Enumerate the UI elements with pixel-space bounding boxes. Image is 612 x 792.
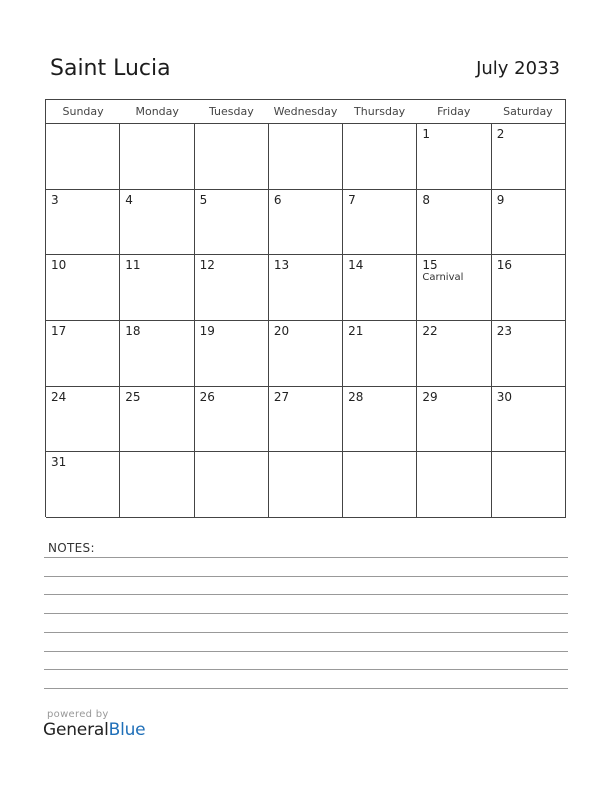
day-number: 9 bbox=[496, 192, 505, 207]
day-cell[interactable] bbox=[492, 452, 566, 517]
day-cell[interactable] bbox=[195, 190, 269, 255]
day-number: 26 bbox=[199, 389, 215, 404]
weekday-label: Monday bbox=[135, 105, 179, 118]
day-cell[interactable] bbox=[120, 124, 194, 189]
day-cell[interactable] bbox=[417, 124, 491, 189]
day-number: 14 bbox=[348, 258, 364, 273]
notes-line bbox=[44, 557, 568, 558]
holiday-label: Carnival bbox=[422, 272, 464, 284]
day-cell[interactable] bbox=[269, 255, 343, 320]
day-number: 7 bbox=[348, 192, 356, 207]
day-cell[interactable] bbox=[343, 452, 417, 517]
notes-line bbox=[44, 632, 568, 633]
day-cell[interactable] bbox=[343, 321, 417, 386]
powered-by-text: powered by bbox=[47, 709, 109, 720]
day-cell[interactable] bbox=[417, 387, 491, 452]
day-cell[interactable] bbox=[269, 452, 343, 517]
day-cell[interactable] bbox=[417, 190, 491, 255]
notes-line bbox=[44, 669, 568, 670]
day-number: 3 bbox=[51, 192, 59, 207]
day-number: 4 bbox=[125, 192, 133, 207]
week-row bbox=[46, 387, 566, 453]
day-cell[interactable] bbox=[492, 321, 566, 386]
day-number: 21 bbox=[348, 323, 364, 338]
day-number: 28 bbox=[348, 389, 364, 404]
month-year: July 2033 bbox=[476, 58, 560, 79]
day-number: 29 bbox=[422, 389, 438, 404]
notes-label: NOTES: bbox=[48, 541, 95, 555]
notes-line bbox=[44, 594, 568, 595]
weeks-container bbox=[46, 124, 566, 518]
day-number: 16 bbox=[496, 258, 512, 273]
day-number: 13 bbox=[273, 258, 290, 273]
day-cell[interactable] bbox=[343, 387, 417, 452]
brand-logo[interactable] bbox=[43, 720, 145, 740]
day-number: 18 bbox=[125, 323, 141, 338]
week-row bbox=[46, 124, 566, 190]
day-cell[interactable] bbox=[46, 387, 120, 452]
notes-line bbox=[44, 651, 568, 652]
day-number: 25 bbox=[125, 389, 141, 404]
day-cell[interactable] bbox=[46, 452, 120, 517]
day-cell[interactable] bbox=[417, 321, 491, 386]
calendar-grid bbox=[45, 99, 566, 517]
day-cell[interactable] bbox=[492, 255, 566, 320]
notes-line bbox=[44, 576, 568, 577]
day-number: 24 bbox=[51, 389, 67, 404]
weekday-label: Sunday bbox=[62, 105, 104, 118]
day-cell[interactable] bbox=[195, 452, 269, 517]
day-number: 15 bbox=[422, 258, 438, 273]
day-cell[interactable] bbox=[120, 452, 194, 517]
day-cell[interactable] bbox=[343, 124, 417, 189]
day-cell[interactable] bbox=[269, 124, 343, 189]
day-number: 27 bbox=[273, 389, 290, 404]
weekday-header-row bbox=[46, 100, 566, 124]
day-number: 19 bbox=[199, 323, 215, 338]
day-number: 17 bbox=[51, 323, 67, 338]
day-number: 10 bbox=[51, 258, 67, 273]
week-row bbox=[46, 452, 566, 518]
day-cell[interactable] bbox=[195, 321, 269, 386]
day-cell[interactable] bbox=[195, 124, 269, 189]
day-cell[interactable] bbox=[46, 190, 120, 255]
day-cell[interactable] bbox=[120, 255, 194, 320]
day-number: 20 bbox=[273, 323, 290, 338]
day-number: 11 bbox=[125, 258, 141, 273]
day-cell[interactable] bbox=[343, 255, 417, 320]
week-row bbox=[46, 321, 566, 387]
weekday-label: Friday bbox=[437, 105, 471, 118]
day-number: 1 bbox=[422, 127, 431, 141]
day-cell[interactable] bbox=[269, 190, 343, 255]
day-cell[interactable] bbox=[269, 321, 343, 386]
day-cell[interactable] bbox=[46, 321, 120, 386]
brand-blue: Blue bbox=[108, 720, 146, 740]
day-cell[interactable] bbox=[195, 255, 269, 320]
day-number: 2 bbox=[496, 127, 505, 141]
day-number: 31 bbox=[51, 455, 67, 470]
weekday-label: Thursday bbox=[354, 105, 406, 118]
weekday-label: Saturday bbox=[491, 100, 566, 123]
weekday-label: Tuesday bbox=[208, 105, 254, 118]
day-number: 8 bbox=[422, 192, 431, 207]
day-cell[interactable] bbox=[343, 190, 417, 255]
notes-line bbox=[44, 688, 568, 689]
brand-general: General bbox=[43, 720, 109, 740]
day-cell[interactable] bbox=[195, 387, 269, 452]
notes-line bbox=[44, 613, 568, 614]
day-cell[interactable] bbox=[269, 387, 343, 452]
day-number: 6 bbox=[273, 192, 282, 207]
day-cell[interactable] bbox=[120, 321, 194, 386]
day-cell[interactable] bbox=[492, 190, 566, 255]
day-number: 12 bbox=[199, 258, 215, 273]
day-cell[interactable] bbox=[492, 387, 566, 452]
day-cell[interactable] bbox=[120, 190, 194, 255]
weekday-label: Wednesday bbox=[273, 105, 338, 118]
day-cell[interactable] bbox=[492, 124, 566, 189]
week-row bbox=[46, 255, 566, 321]
day-cell[interactable] bbox=[46, 255, 120, 320]
calendar-title: Saint Lucia bbox=[50, 56, 171, 81]
week-row bbox=[46, 190, 566, 256]
day-cell[interactable] bbox=[120, 387, 194, 452]
day-cell[interactable] bbox=[417, 452, 491, 517]
day-cell[interactable] bbox=[417, 255, 491, 320]
day-number: 30 bbox=[496, 389, 512, 404]
day-number: 22 bbox=[422, 323, 438, 338]
day-number: 5 bbox=[199, 192, 208, 207]
day-cell[interactable] bbox=[46, 124, 120, 189]
day-number: 23 bbox=[496, 323, 512, 338]
